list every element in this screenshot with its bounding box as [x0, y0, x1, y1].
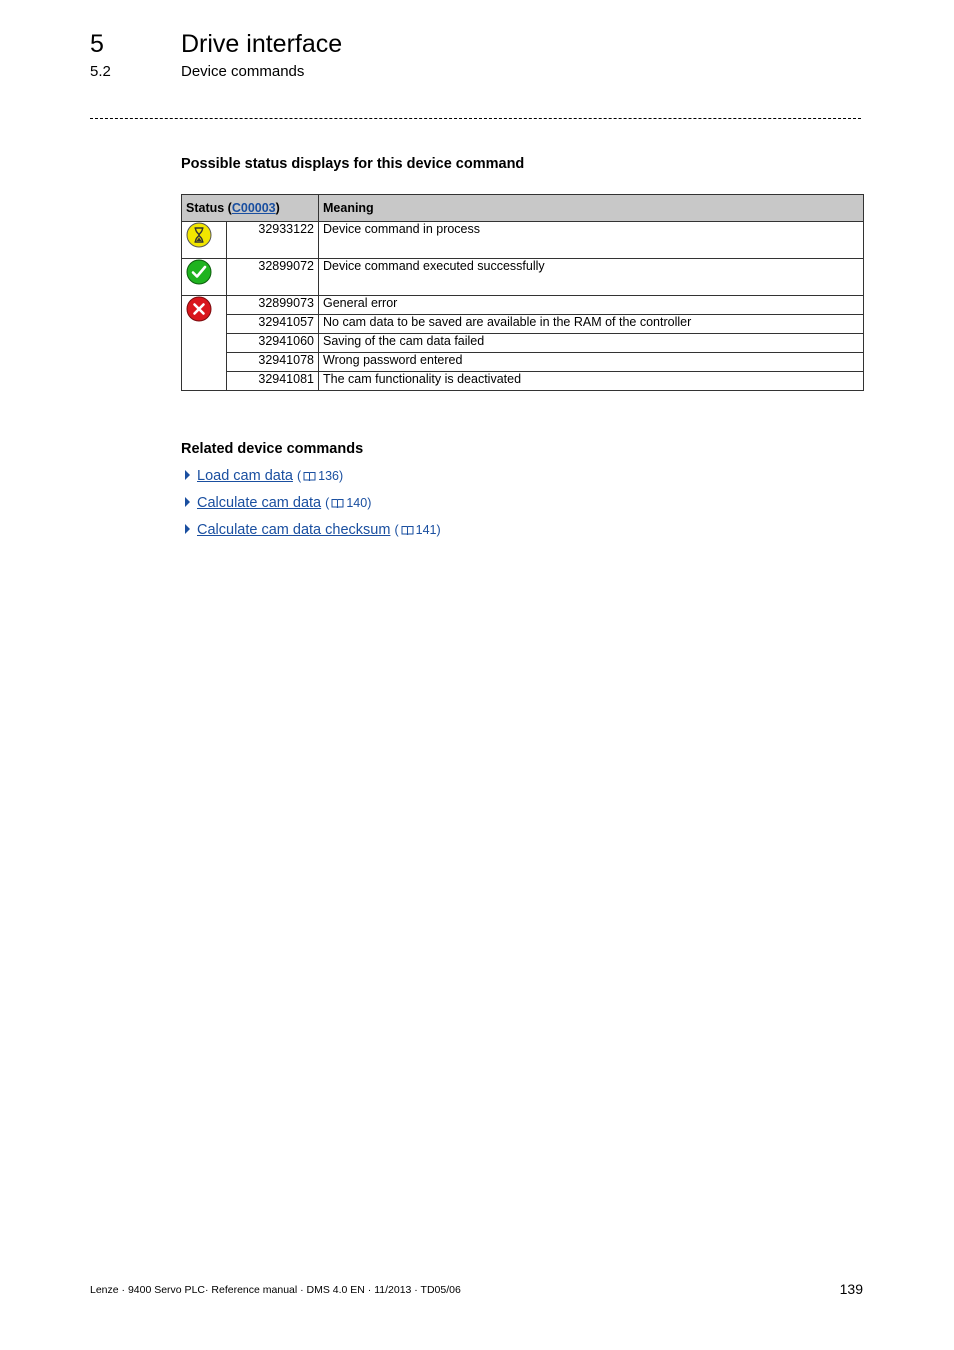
status-code: 32933122	[227, 222, 319, 259]
arrow-right-icon	[185, 524, 190, 534]
status-code: 32941081	[227, 372, 319, 391]
status-table	[181, 194, 864, 391]
c00003-link[interactable]: C00003	[231, 201, 276, 215]
status-code: 32899072	[227, 259, 319, 296]
status-meaning: Device command in process	[319, 222, 864, 259]
arrow-right-icon	[185, 497, 190, 507]
page-ref[interactable]: ( 140)	[325, 496, 372, 510]
related-commands-list	[185, 466, 441, 547]
table-row	[182, 353, 864, 372]
table-row	[182, 296, 864, 315]
book-icon	[331, 498, 344, 509]
checkmark-icon	[186, 259, 212, 285]
chapter-number: 5	[90, 30, 104, 58]
status-code: 32899073	[227, 296, 319, 315]
section-title: Device commands	[181, 63, 305, 80]
related-heading: Related device commands	[181, 441, 364, 457]
hourglass-icon	[186, 222, 212, 248]
arrow-right-icon	[185, 470, 190, 480]
status-meaning: Device command executed successfully	[319, 259, 864, 296]
error-icon	[186, 296, 212, 322]
book-icon	[303, 471, 316, 482]
load-cam-data-link[interactable]: Load cam data	[197, 468, 293, 484]
status-meaning: Wrong password entered	[319, 353, 864, 372]
header-meaning: Meaning	[319, 195, 864, 222]
table-row	[182, 315, 864, 334]
list-item	[185, 466, 441, 493]
table-row	[182, 334, 864, 353]
status-code: 32941057	[227, 315, 319, 334]
section-number: 5.2	[90, 63, 111, 80]
status-meaning: No cam data to be saved are available in the RAM of the controller	[319, 315, 864, 334]
page-number: 139	[839, 1281, 863, 1297]
chapter-title: Drive interface	[181, 30, 343, 58]
status-code: 32941078	[227, 353, 319, 372]
status-meaning: General error	[319, 296, 864, 315]
calculate-cam-data-checksum-link[interactable]: Calculate cam data checksum	[197, 522, 391, 538]
table-row	[182, 222, 864, 259]
footer-text: Lenze · 9400 Servo PLC· Reference manual · DMS 4.0 EN · 11/2013 · TD05/06	[90, 1284, 461, 1296]
calculate-cam-data-link[interactable]: Calculate cam data	[197, 495, 322, 511]
list-item	[185, 493, 441, 520]
header-status: Status (C00003)	[182, 195, 319, 222]
list-item	[185, 520, 441, 547]
table-header-row	[182, 195, 864, 222]
status-code: 32941060	[227, 334, 319, 353]
header-divider	[90, 118, 861, 119]
table-row	[182, 259, 864, 296]
status-meaning: The cam functionality is deactivated	[319, 372, 864, 391]
table-row	[182, 372, 864, 391]
status-meaning: Saving of the cam data failed	[319, 334, 864, 353]
page-ref[interactable]: ( 136)	[296, 469, 344, 483]
page-ref[interactable]: ( 141)	[394, 523, 441, 537]
book-icon	[401, 525, 414, 536]
status-heading: Possible status displays for this device command	[181, 156, 525, 172]
